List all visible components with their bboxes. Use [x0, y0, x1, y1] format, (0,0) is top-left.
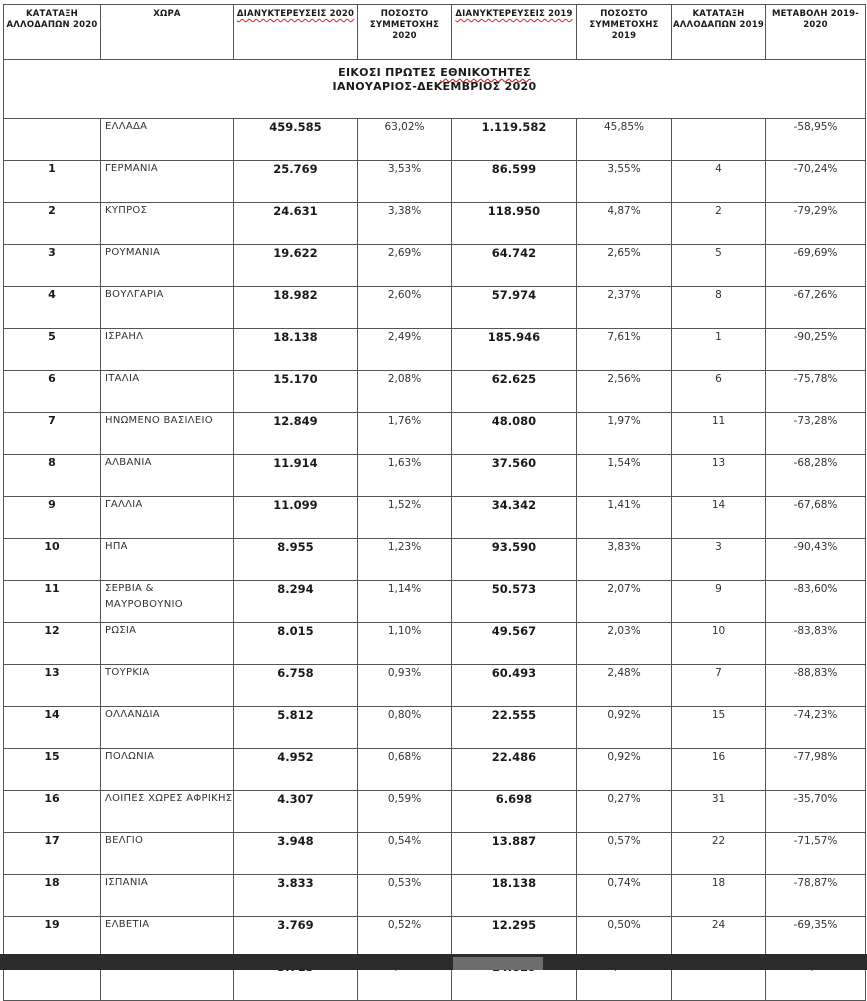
cell-rank-2020: 2	[4, 203, 101, 245]
cell-rank-2019: 14	[672, 497, 766, 539]
cell-change: -77,98%	[766, 749, 866, 791]
cell-stays-2020: 3.769	[234, 917, 358, 959]
cell-stays-2020: 24.631	[234, 203, 358, 245]
table-row	[4, 833, 866, 875]
cell-stays-2020: 18.138	[234, 329, 358, 371]
cell-change: -74,23%	[766, 707, 866, 749]
cell-stays-2020: 8.294	[234, 581, 358, 623]
cell-share-2020: 0,59%	[358, 791, 452, 833]
cell-country: ΡΩΣΙΑ	[101, 623, 234, 665]
table-row	[4, 245, 866, 287]
cell-stays-2019: 86.599	[452, 161, 577, 203]
cell-stays-2019: 60.493	[452, 665, 577, 707]
table-body	[4, 119, 866, 1001]
cell-change: -78,87%	[766, 875, 866, 917]
header-share-2020: ΠΟΣΟΣΤΟ ΣΥΜΜΕΤΟΧΗΣ 2020	[358, 5, 452, 60]
cell-stays-2019: 22.555	[452, 707, 577, 749]
cell-stays-2020: 8.015	[234, 623, 358, 665]
cell-rank-2019: 9	[672, 581, 766, 623]
scrollbar-thumb[interactable]	[453, 957, 543, 970]
header-stays-2020	[234, 5, 358, 60]
cell-country: ΗΠΑ	[101, 539, 234, 581]
cell-change: -71,57%	[766, 833, 866, 875]
header-rank-2019: ΚΑΤΑΤΑΞΗ ΑΛΛΟΔΑΠΩΝ 2019	[672, 5, 766, 60]
cell-rank-2020: 4	[4, 287, 101, 329]
cell-change: -90,43%	[766, 539, 866, 581]
cell-rank-2019: 6	[672, 371, 766, 413]
cell-change: -67,68%	[766, 497, 866, 539]
cell-stays-2020: 459.585	[234, 119, 358, 161]
cell-share-2019: 2,03%	[577, 623, 672, 665]
cell-rank-2019: 18	[672, 875, 766, 917]
cell-rank-2019: 24	[672, 917, 766, 959]
cell-share-2020: 1,23%	[358, 539, 452, 581]
cell-stays-2019: 57.974	[452, 287, 577, 329]
cell-rank-2019: 2	[672, 203, 766, 245]
table-row	[4, 329, 866, 371]
cell-rank-2019: 4	[672, 161, 766, 203]
cell-share-2019: 2,37%	[577, 287, 672, 329]
table-row	[4, 665, 866, 707]
cell-country: ΙΣΠΑΝΙΑ	[101, 875, 234, 917]
cell-change: -83,83%	[766, 623, 866, 665]
cell-stays-2019: 6.698	[452, 791, 577, 833]
cell-rank-2020: 15	[4, 749, 101, 791]
cell-share-2020: 2,08%	[358, 371, 452, 413]
cell-stays-2020: 4.307	[234, 791, 358, 833]
table-row	[4, 875, 866, 917]
cell-rank-2020: 3	[4, 245, 101, 287]
cell-share-2019: 1,54%	[577, 455, 672, 497]
cell-stays-2019: 34.342	[452, 497, 577, 539]
cell-country: ΣΕΡΒΙΑ & ΜΑΥΡΟΒΟΥΝΙΟ	[101, 581, 234, 623]
table-row	[4, 287, 866, 329]
cell-stays-2020: 5.812	[234, 707, 358, 749]
cell-stays-2020: 18.982	[234, 287, 358, 329]
table-row	[4, 707, 866, 749]
cell-share-2019: 3,55%	[577, 161, 672, 203]
cell-share-2019: 0,92%	[577, 749, 672, 791]
cell-rank-2020: 12	[4, 623, 101, 665]
cell-rank-2019: 11	[672, 413, 766, 455]
cell-stays-2019: 37.560	[452, 455, 577, 497]
table-row	[4, 413, 866, 455]
cell-stays-2020: 15.170	[234, 371, 358, 413]
cell-stays-2019: 1.119.582	[452, 119, 577, 161]
cell-share-2019: 1,41%	[577, 497, 672, 539]
cell-country: ΕΛΒΕΤΙΑ	[101, 917, 234, 959]
cell-country: ΛΟΙΠΕΣ ΧΩΡΕΣ ΑΦΡΙΚΗΣ	[101, 791, 234, 833]
cell-share-2020: 63,02%	[358, 119, 452, 161]
cell-share-2019: 0,57%	[577, 833, 672, 875]
cell-share-2019: 45,85%	[577, 119, 672, 161]
cell-change: -67,26%	[766, 287, 866, 329]
cell-country: ΒΕΛΓΙΟ	[101, 833, 234, 875]
cell-rank-2020: 16	[4, 791, 101, 833]
cell-country: ΤΟΥΡΚΙΑ	[101, 665, 234, 707]
cell-share-2020: 0,52%	[358, 917, 452, 959]
table-row	[4, 791, 866, 833]
cell-stays-2020: 19.622	[234, 245, 358, 287]
cell-rank-2019: 16	[672, 749, 766, 791]
header-country: ΧΩΡΑ	[101, 5, 234, 60]
cell-stays-2019: 49.567	[452, 623, 577, 665]
cell-rank-2020: 11	[4, 581, 101, 623]
cell-share-2019: 7,61%	[577, 329, 672, 371]
cell-rank-2020: 13	[4, 665, 101, 707]
cell-country: ΙΤΑΛΙΑ	[101, 371, 234, 413]
cell-change: -69,69%	[766, 245, 866, 287]
cell-share-2019: 0,74%	[577, 875, 672, 917]
cell-change: -68,28%	[766, 455, 866, 497]
cell-country: ΙΣΡΑΗΛ	[101, 329, 234, 371]
cell-rank-2019	[672, 119, 766, 161]
title-line1-prefix: ΕΙΚΟΣΙ ΠΡΩΤΕΣ	[338, 66, 441, 79]
cell-share-2019: 2,65%	[577, 245, 672, 287]
cell-share-2019: 2,56%	[577, 371, 672, 413]
cell-rank-2019: 8	[672, 287, 766, 329]
cell-stays-2020: 4.952	[234, 749, 358, 791]
table-row	[4, 497, 866, 539]
cell-share-2020: 0,53%	[358, 875, 452, 917]
cell-stays-2019: 118.950	[452, 203, 577, 245]
cell-change: -88,83%	[766, 665, 866, 707]
cell-share-2019: 4,87%	[577, 203, 672, 245]
cell-rank-2020: 7	[4, 413, 101, 455]
cell-country: ΠΟΛΩΝΙΑ	[101, 749, 234, 791]
document-sheet	[3, 4, 865, 1001]
cell-stays-2019: 50.573	[452, 581, 577, 623]
cell-share-2020: 2,49%	[358, 329, 452, 371]
cell-rank-2019: 13	[672, 455, 766, 497]
cell-country: ΚΥΠΡΟΣ	[101, 203, 234, 245]
nationalities-table	[3, 4, 866, 1001]
header-row	[4, 5, 866, 60]
cell-stays-2020: 11.099	[234, 497, 358, 539]
cell-share-2020: 0,68%	[358, 749, 452, 791]
cell-rank-2020: 10	[4, 539, 101, 581]
cell-share-2020: 3,38%	[358, 203, 452, 245]
table-title	[4, 60, 866, 119]
cell-stays-2019: 48.080	[452, 413, 577, 455]
cell-stays-2020: 12.849	[234, 413, 358, 455]
cell-rank-2020: 1	[4, 161, 101, 203]
table-row	[4, 371, 866, 413]
cell-rank-2020	[4, 119, 101, 161]
cell-change: -73,28%	[766, 413, 866, 455]
cell-stays-2020: 6.758	[234, 665, 358, 707]
cell-change: -75,78%	[766, 371, 866, 413]
cell-share-2020: 3,53%	[358, 161, 452, 203]
cell-share-2020: 1,10%	[358, 623, 452, 665]
cell-share-2019: 3,83%	[577, 539, 672, 581]
title-line2: ΙΑΝΟΥΑΡΙΟΣ-ΔΕΚΕΜΒΡΙΟΣ 2020	[332, 80, 537, 93]
cell-share-2020: 0,54%	[358, 833, 452, 875]
header-share-2019: ΠΟΣΟΣΤΟ ΣΥΜΜΕΤΟΧΗΣ 2019	[577, 5, 672, 60]
table-row	[4, 539, 866, 581]
cell-stays-2020: 25.769	[234, 161, 358, 203]
cell-change: -83,60%	[766, 581, 866, 623]
cell-share-2019: 1,97%	[577, 413, 672, 455]
cell-share-2019: 0,92%	[577, 707, 672, 749]
cell-country: ΒΟΥΛΓΑΡΙΑ	[101, 287, 234, 329]
cell-change: -79,29%	[766, 203, 866, 245]
cell-stays-2020: 3.948	[234, 833, 358, 875]
cell-stays-2020: 8.955	[234, 539, 358, 581]
cell-stays-2020: 3.833	[234, 875, 358, 917]
table-row	[4, 623, 866, 665]
cell-country: ΕΛΛΑΔΑ	[101, 119, 234, 161]
horizontal-scrollbar[interactable]	[0, 954, 867, 970]
header-stays-2019	[452, 5, 577, 60]
header-stays-2020-text: ΔΙΑΝΥΚΤΕΡΕΥΣΕΙΣ 2020	[236, 9, 355, 19]
cell-rank-2020: 8	[4, 455, 101, 497]
header-stays-2019-text: ΔΙΑΝΥΚΤΕΡΕΥΣΕΙΣ 2019	[455, 9, 573, 19]
cell-share-2019: 0,50%	[577, 917, 672, 959]
cell-stays-2019: 93.590	[452, 539, 577, 581]
cell-share-2020: 1,14%	[358, 581, 452, 623]
cell-share-2019: 2,48%	[577, 665, 672, 707]
cell-change: -58,95%	[766, 119, 866, 161]
table-row	[4, 749, 866, 791]
cell-country: ΟΛΛΑΝΔΙΑ	[101, 707, 234, 749]
cell-share-2020: 1,63%	[358, 455, 452, 497]
cell-share-2019: 2,07%	[577, 581, 672, 623]
table-row	[4, 581, 866, 623]
cell-share-2020: 0,93%	[358, 665, 452, 707]
cell-share-2019: 0,27%	[577, 791, 672, 833]
cell-change: -70,24%	[766, 161, 866, 203]
cell-rank-2020: 9	[4, 497, 101, 539]
cell-country: ΡΟΥΜΑΝΙΑ	[101, 245, 234, 287]
cell-stays-2019: 22.486	[452, 749, 577, 791]
cell-rank-2019: 1	[672, 329, 766, 371]
cell-stays-2020: 11.914	[234, 455, 358, 497]
cell-share-2020: 2,69%	[358, 245, 452, 287]
cell-rank-2019: 15	[672, 707, 766, 749]
cell-stays-2019: 64.742	[452, 245, 577, 287]
cell-rank-2019: 10	[672, 623, 766, 665]
cell-country: ΑΛΒΑΝΙΑ	[101, 455, 234, 497]
cell-country: ΓΑΛΛΙΑ	[101, 497, 234, 539]
cell-rank-2020: 14	[4, 707, 101, 749]
cell-change: -90,25%	[766, 329, 866, 371]
cell-change: -69,35%	[766, 917, 866, 959]
cell-stays-2019: 185.946	[452, 329, 577, 371]
cell-country: ΓΕΡΜΑΝΙΑ	[101, 161, 234, 203]
cell-rank-2019: 31	[672, 791, 766, 833]
cell-rank-2020: 19	[4, 917, 101, 959]
cell-rank-2019: 3	[672, 539, 766, 581]
cell-stays-2019: 13.887	[452, 833, 577, 875]
cell-stays-2019: 12.295	[452, 917, 577, 959]
cell-share-2020: 2,60%	[358, 287, 452, 329]
cell-rank-2019: 22	[672, 833, 766, 875]
cell-stays-2019: 62.625	[452, 371, 577, 413]
cell-stays-2019: 18.138	[452, 875, 577, 917]
cell-share-2020: 1,52%	[358, 497, 452, 539]
cell-country: ΗΝΩΜΕΝΟ ΒΑΣΙΛΕΙΟ	[101, 413, 234, 455]
cell-rank-2019: 7	[672, 665, 766, 707]
table-row	[4, 917, 866, 959]
table-row	[4, 203, 866, 245]
cell-rank-2020: 17	[4, 833, 101, 875]
header-rank-2020: ΚΑΤΑΤΑΞΗ ΑΛΛΟΔΑΠΩΝ 2020	[4, 5, 101, 60]
cell-rank-2020: 5	[4, 329, 101, 371]
table-row	[4, 161, 866, 203]
cell-change: -35,70%	[766, 791, 866, 833]
header-change: ΜΕΤΑΒΟΛΗ 2019-2020	[766, 5, 866, 60]
title-row	[4, 60, 866, 119]
title-line1-word: ΕΘΝΙΚΟΤΗΤΕΣ	[440, 66, 531, 79]
table-row	[4, 455, 866, 497]
cell-rank-2020: 6	[4, 371, 101, 413]
cell-share-2020: 0,80%	[358, 707, 452, 749]
cell-share-2020: 1,76%	[358, 413, 452, 455]
table-row	[4, 119, 866, 161]
cell-rank-2020: 18	[4, 875, 101, 917]
cell-rank-2019: 5	[672, 245, 766, 287]
